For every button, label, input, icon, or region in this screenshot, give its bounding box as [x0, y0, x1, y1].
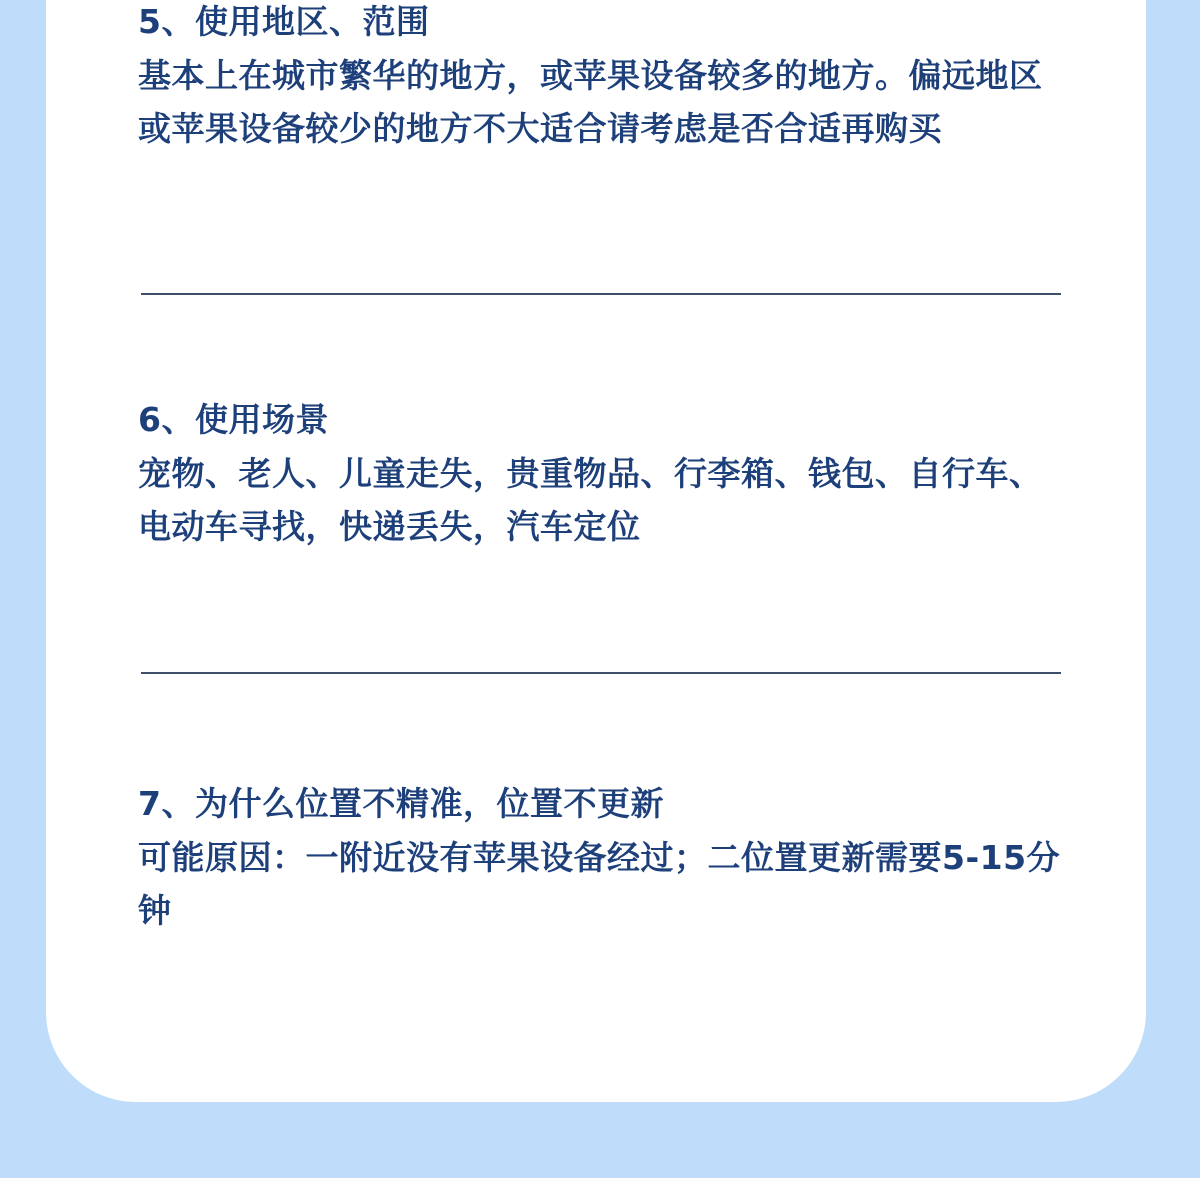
- section-title: 6、使用场景: [138, 400, 329, 439]
- section-divider: [141, 293, 1061, 295]
- section-title: 7、为什么位置不精准，位置不更新: [138, 784, 664, 823]
- section-body: 可能原因：一附近没有苹果设备经过；二位置更新需要5-15分钟: [138, 838, 1061, 930]
- section-divider: [141, 672, 1061, 674]
- section-body: 基本上在城市繁华的地方，或苹果设备较多的地方。偏远地区或苹果设备较少的地方不大适合请考虑是否合适再购买: [138, 56, 1043, 148]
- section-body: 宠物、老人、儿童走失，贵重物品、行李箱、钱包、自行车、电动车寻找，快递丢失，汽车定位: [138, 454, 1043, 546]
- section-title: 5、使用地区、范围: [138, 2, 430, 41]
- section-usage-area: [138, 0, 1064, 155]
- section-location-faq: [138, 782, 1064, 937]
- content-card: [46, 0, 1146, 1102]
- section-usage-scenarios: [138, 398, 1064, 553]
